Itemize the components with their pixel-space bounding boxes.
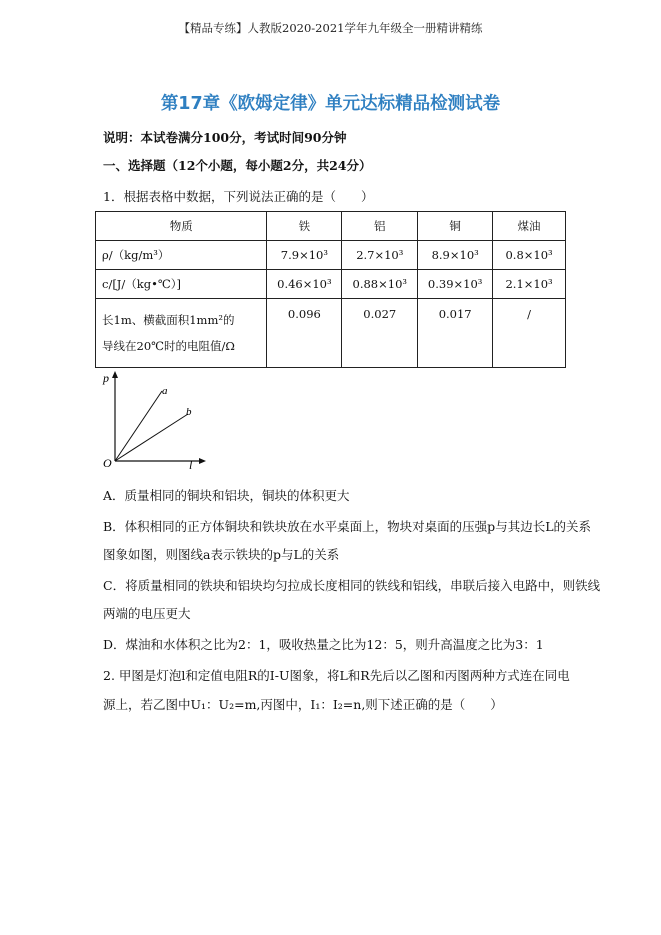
table-header-row bbox=[96, 212, 566, 241]
option-d: D．煤油和水体积之比为2：1，吸收热量之比为12：5，则升高温度之比为3：1 bbox=[103, 637, 544, 652]
table-cell: 0.8×10³ bbox=[493, 241, 566, 270]
table-cell: 2.1×10³ bbox=[493, 270, 566, 299]
option-b-line-1: B．体积相同的正方体铜块和铁块放在水平桌面上，物块对桌面的压强p与其边长L的关系 bbox=[103, 519, 591, 534]
table-header-cell: 铝 bbox=[342, 212, 418, 241]
question-2-line-2: 源上，若乙图中U₁：U₂=m,丙图中，I₁：I₂=n,则下述正确的是（ ） bbox=[103, 697, 503, 712]
line-a-label: a bbox=[162, 385, 168, 397]
resistance-label-line-2: 导线在20℃时的电阻值/Ω bbox=[102, 339, 235, 353]
table-row bbox=[96, 241, 566, 270]
line-a bbox=[115, 391, 162, 461]
table-header-cell: 铜 bbox=[418, 212, 493, 241]
page-title: 第17章《欧姆定律》单元达标精品检测试卷 bbox=[160, 94, 501, 114]
option-c-line-2: 两端的电压更大 bbox=[103, 606, 191, 621]
table-row bbox=[96, 270, 566, 299]
p-l-graph bbox=[100, 370, 210, 470]
y-axis-label: p bbox=[103, 371, 109, 385]
origin-label: O bbox=[103, 456, 112, 470]
table-cell: 7.9×10³ bbox=[267, 241, 342, 270]
table-cell: 0.027 bbox=[342, 299, 418, 368]
table-row bbox=[96, 299, 566, 368]
table-cell: c/[J/（kg•℃）] bbox=[96, 270, 267, 299]
page-header: 【精品专练】人教版2020-2021学年九年级全一册精讲精练 bbox=[178, 21, 483, 35]
section-heading: 一、选择题（12个小题，每小题2分，共24分） bbox=[103, 158, 372, 173]
table-cell: 0.096 bbox=[267, 299, 342, 368]
table-cell: 8.9×10³ bbox=[418, 241, 493, 270]
option-c-line-1: C．将质量相同的铁块和铝块均匀拉成长度相同的铁线和铝线，串联后接入电路中，则铁线 bbox=[103, 578, 601, 593]
line-b bbox=[115, 414, 188, 461]
line-b-label: b bbox=[186, 406, 192, 418]
table-cell: 2.7×10³ bbox=[342, 241, 418, 270]
table-cell: 0.46×10³ bbox=[267, 270, 342, 299]
table-cell: 0.88×10³ bbox=[342, 270, 418, 299]
table-header-cell: 铁 bbox=[267, 212, 342, 241]
table-cell: 0.017 bbox=[418, 299, 493, 368]
y-axis-arrow-icon bbox=[112, 371, 118, 378]
table-cell: / bbox=[493, 299, 566, 368]
table-header-cell: 煤油 bbox=[493, 212, 566, 241]
material-properties-table bbox=[95, 211, 566, 368]
table-cell: ρ/（kg/m³） bbox=[96, 241, 267, 270]
resistance-label-line-1: 长1m、横截面积1mm²的 bbox=[102, 313, 235, 327]
x-axis-label: l bbox=[189, 458, 193, 470]
option-b-line-2: 图象如图，则图线a表示铁块的p与L的关系 bbox=[103, 547, 340, 562]
question-1-stem: 1．根据表格中数据，下列说法正确的是（ ） bbox=[103, 189, 374, 204]
table-cell-resistance-label bbox=[96, 299, 267, 368]
option-a: A．质量相同的铜块和铝块，铜块的体积更大 bbox=[103, 488, 350, 503]
x-axis-arrow-icon bbox=[199, 458, 206, 464]
table-cell: 0.39×10³ bbox=[418, 270, 493, 299]
table-header-cell: 物质 bbox=[96, 212, 267, 241]
question-2-line-1: 2. 甲图是灯泡l和定值电阻R的I-U图象，将L和R先后以乙图和丙图两种方式连在同电 bbox=[103, 668, 570, 683]
exam-note: 说明：本试卷满分100分，考试时间90分钟 bbox=[103, 130, 347, 145]
